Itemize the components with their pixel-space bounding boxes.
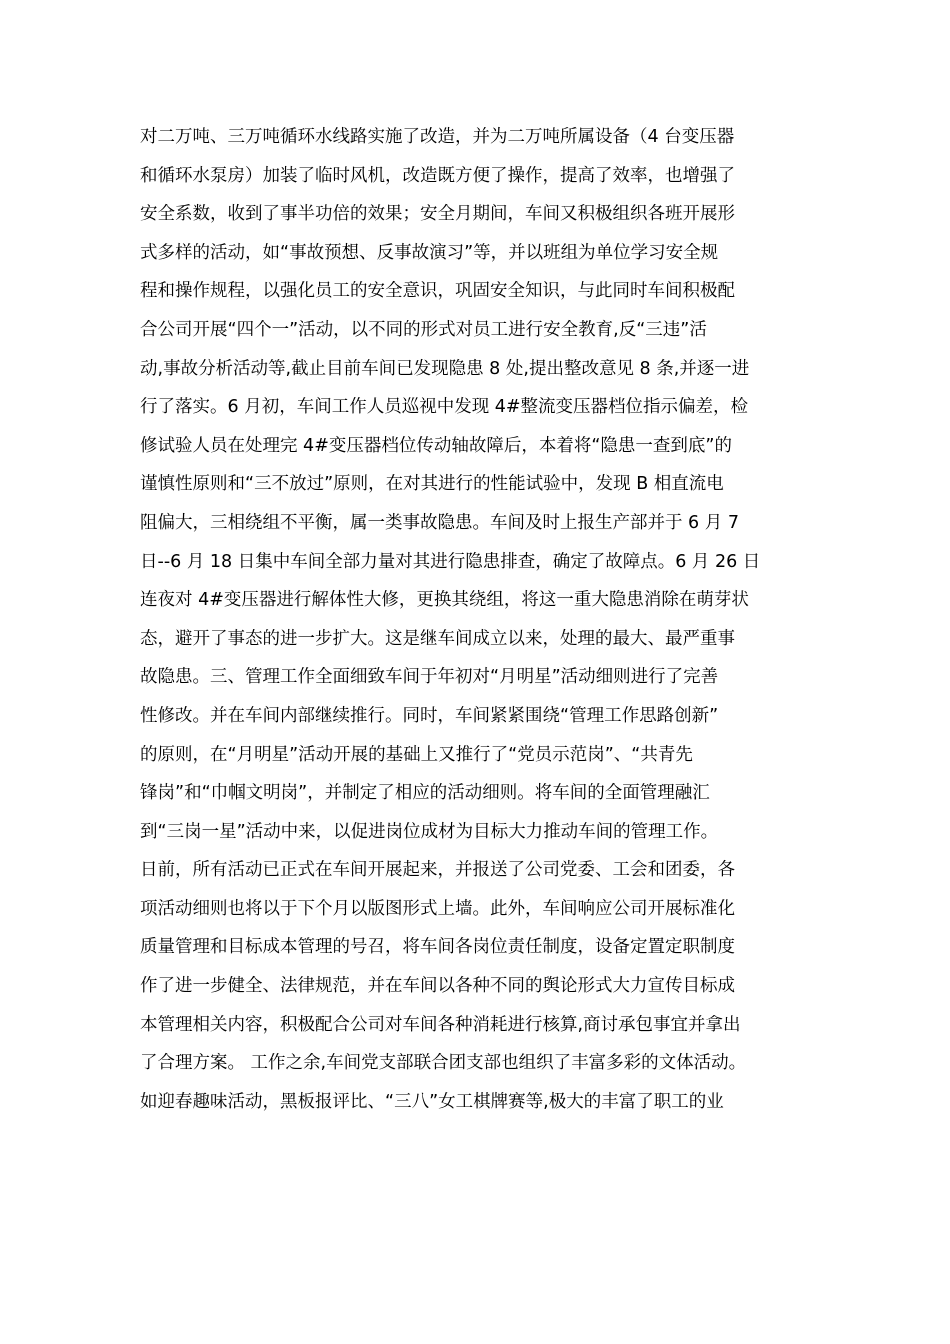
text-line: 修试验人员在处理完 4#变压器档位传动轴故障后，本着将“隐患一查到底”的 bbox=[140, 435, 732, 456]
text-line: 行了落实。6 月初，车间工作人员巡视中发现 4#整流变压器档位指示偏差，检 bbox=[140, 397, 749, 418]
body-text bbox=[140, 118, 812, 1121]
text-line: 作了进一步健全、法律规范，并在车间以各种不同的舆论形式大力宣传目标成 bbox=[140, 976, 735, 997]
text-line: 日前，所有活动已正式在车间开展起来，并报送了公司党委、工会和团委，各 bbox=[140, 860, 735, 881]
text-line: 态，避开了事态的进一步扩大。这是继车间成立以来，处理的最大、最严重事 bbox=[140, 628, 735, 649]
text-line: 程和操作规程，以强化员工的安全意识，巩固安全知识，与此同时车间积极配 bbox=[140, 281, 735, 302]
text-line: 质量管理和目标成本管理的号召，将车间各岗位责任制度，设备定置定职制度 bbox=[140, 937, 735, 958]
text-line: 到“三岗一星”活动中来，以促进岗位成材为目标大力推动车间的管理工作。 bbox=[140, 821, 719, 842]
text-line: 连夜对 4#变压器进行解体性大修，更换其绕组，将这一重大隐患消除在萌芽状 bbox=[140, 590, 749, 611]
text-line: 的原则，在“月明星”活动开展的基础上又推行了“党员示范岗”、“共青先 bbox=[140, 744, 693, 765]
text-line: 式多样的活动，如“事故预想、反事故演习”等，并以班组为单位学习安全规 bbox=[140, 242, 719, 263]
text-line: 阻偏大，三相绕组不平衡，属一类事故隐患。车间及时上报生产部并于 6 月 7 bbox=[140, 512, 739, 533]
text-line: 了合理方案。 工作之余,车间党支部联合团支部也组织了丰富多彩的文体活动。 bbox=[140, 1053, 747, 1074]
text-line: 项活动细则也将以于下个月以版图形式上墙。此外，车间响应公司开展标准化 bbox=[140, 898, 735, 919]
text-line: 故隐患。三、管理工作全面细致车间于年初对“月明星”活动细则进行了完善 bbox=[140, 667, 719, 688]
text-line: 对二万吨、三万吨循环水线路实施了改造，并为二万吨所属设备（4 台变压器 bbox=[140, 127, 735, 147]
text-line: 本管理相关内容，积极配合公司对车间各种消耗进行核算,商讨承包事宜并拿出 bbox=[140, 1014, 741, 1035]
text-line: 安全系数，收到了事半功倍的效果；安全月期间，车间又积极组织各班开展形 bbox=[140, 204, 735, 225]
text-line: 日--6 月 18 日集中车间全部力量对其进行隐患排查，确定了故障点。6 月 26 日 bbox=[140, 551, 761, 572]
text-line: 锋岗”和“巾帼文明岗”，并制定了相应的活动细则。将车间的全面管理融汇 bbox=[140, 783, 710, 804]
text-line: 性修改。并在车间内部继续推行。同时，车间紧紧围绕“管理工作思路创新” bbox=[140, 705, 719, 726]
text-line: 合公司开展“四个一”活动，以不同的形式对员工进行安全教育,反“三违”活 bbox=[140, 319, 707, 340]
text-line: 动,事故分析活动等,截止目前车间已发现隐患 8 处,提出整改意见 8 条,并逐一进 bbox=[140, 358, 750, 379]
text-line: 和循环水泵房）加装了临时风机，改造既方便了操作，提高了效率，也增强了 bbox=[140, 165, 735, 186]
text-line: 谨慎性原则和“三不放过”原则，在对其进行的性能试验中，发现 B 相直流电 bbox=[140, 474, 724, 495]
text-line: 如迎春趣味活动，黑板报评比、“三八”女工棋牌赛等,极大的丰富了职工的业 bbox=[140, 1091, 724, 1112]
